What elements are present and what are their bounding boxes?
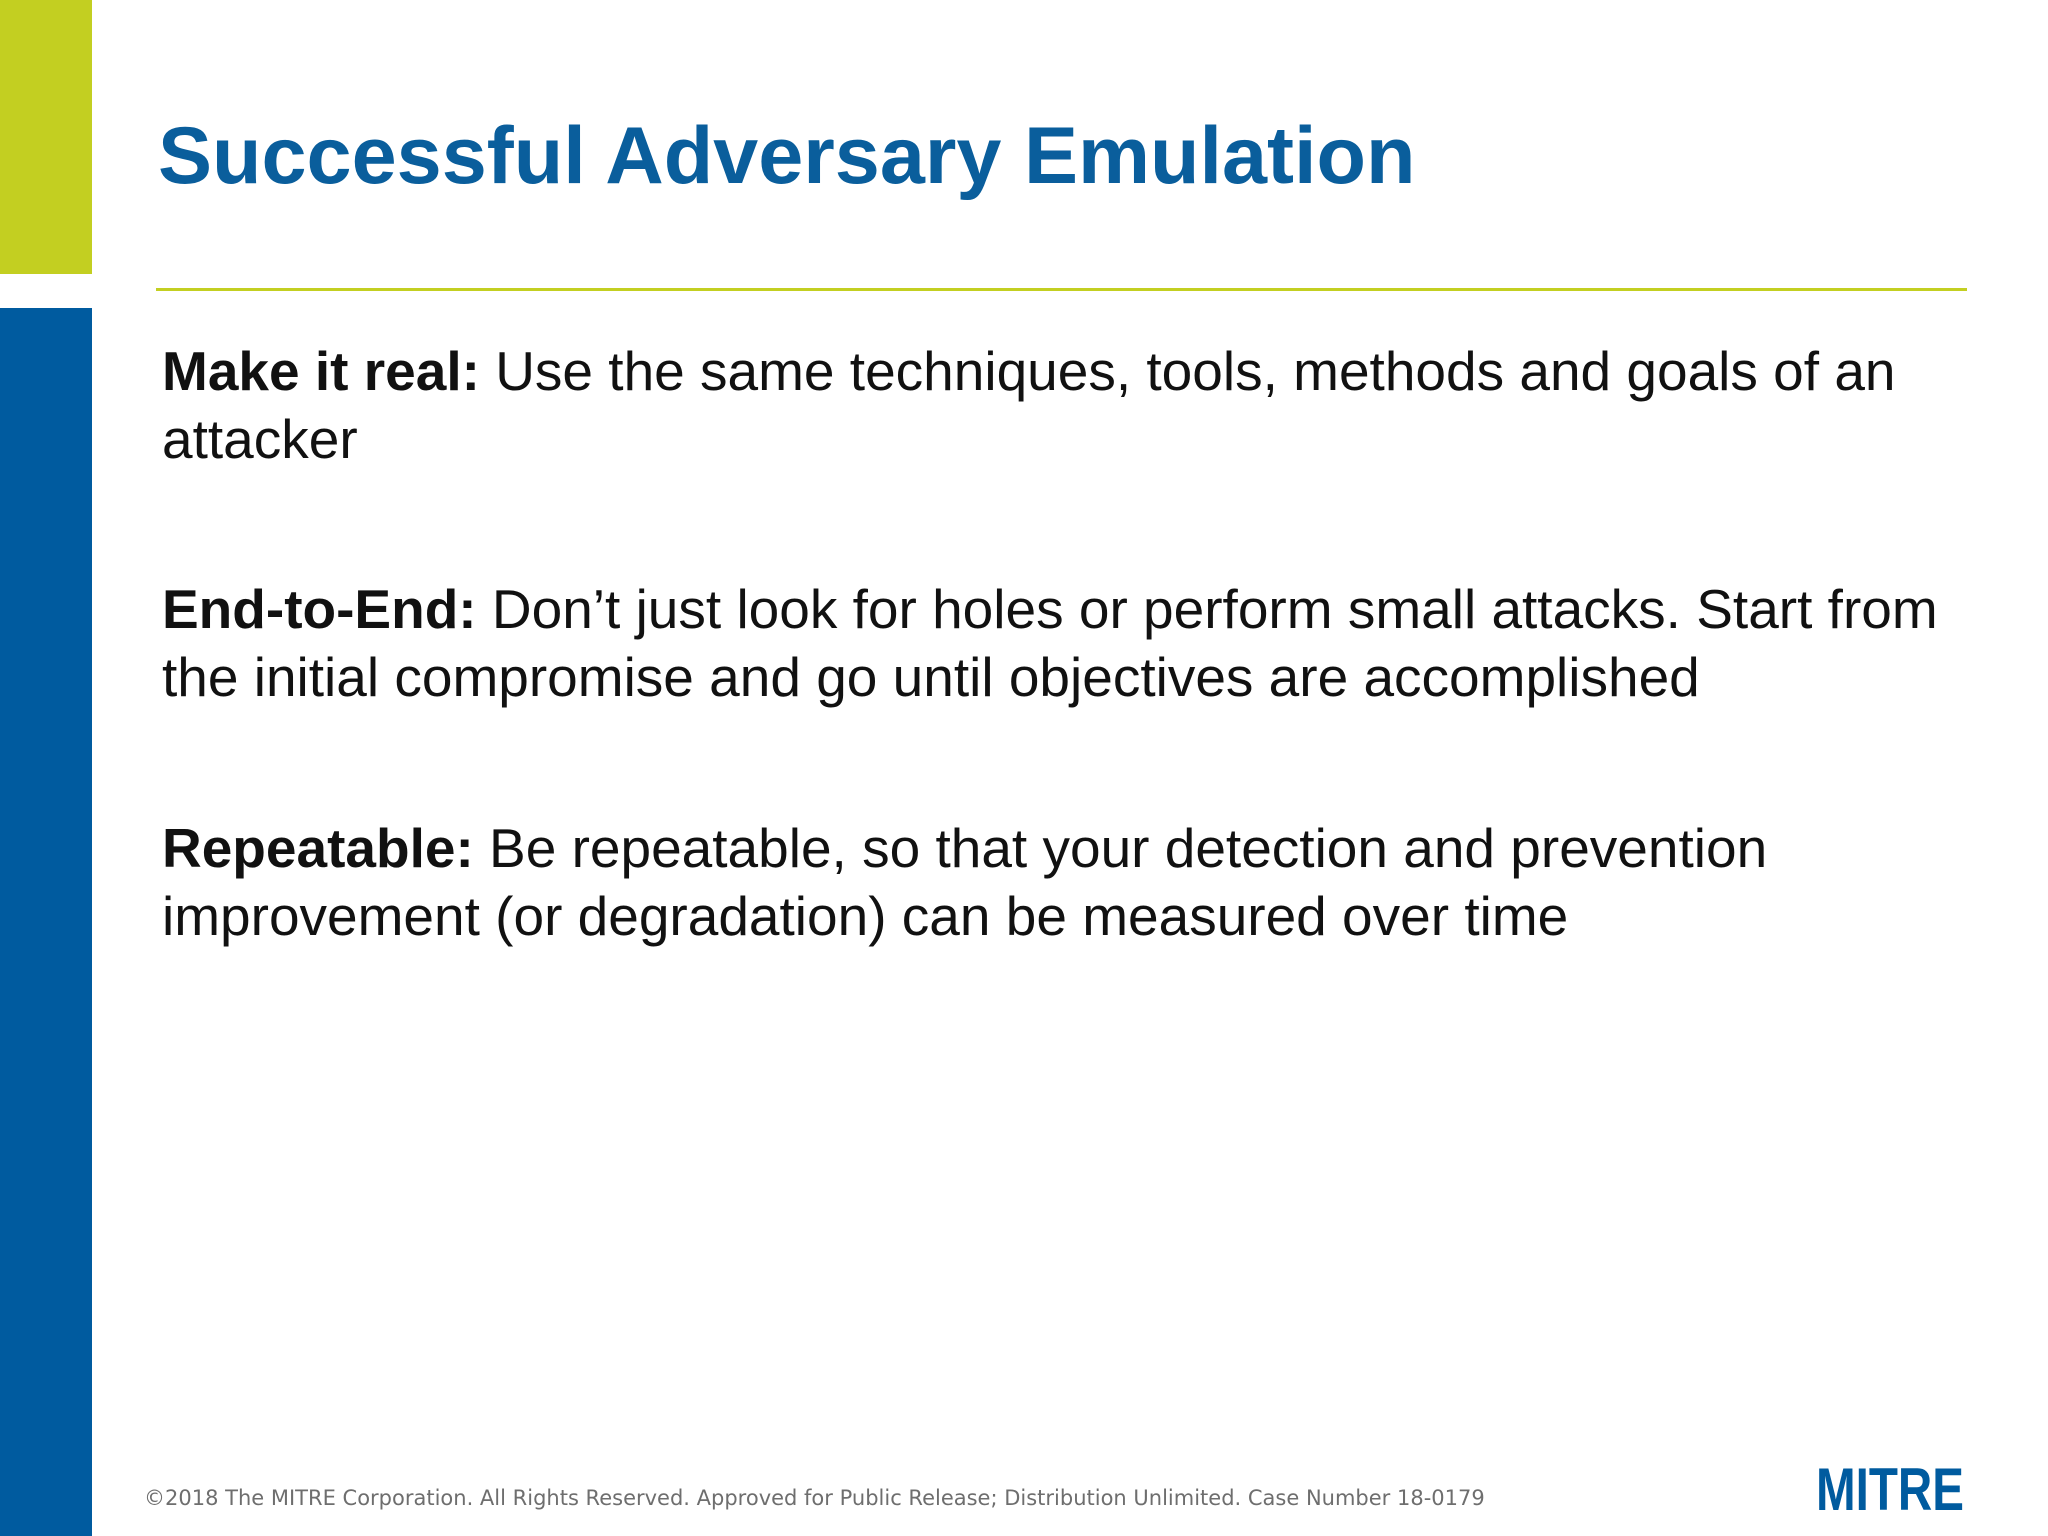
point-term: Make it real: xyxy=(162,340,480,402)
accent-bar-blue xyxy=(0,308,92,1536)
point-text: Don’t just look for holes or perform small attacks. Start from the initial compromise and go until objectives are accomplished xyxy=(162,578,1938,708)
point-make-it-real xyxy=(162,337,1942,473)
point-text: Use the same techniques, tools, methods and goals of an attacker xyxy=(162,340,1896,470)
title-divider xyxy=(156,288,1967,291)
point-text: Be repeatable, so that your detection and prevention improvement (or degradation) can be measured over time xyxy=(162,817,1768,947)
accent-bar-green xyxy=(0,0,92,274)
footer-copyright: ©2018 The MITRE Corporation. All Rights Reserved. Approved for Public Release; Distribution Unlimited. Case Number 18-0179 xyxy=(144,1486,1485,1510)
logo-text: MITRE xyxy=(1816,1456,1964,1523)
point-term: End-to-End: xyxy=(162,578,477,640)
mitre-logo-icon xyxy=(1814,1456,1966,1523)
point-end-to-end xyxy=(162,575,1942,711)
point-term: Repeatable: xyxy=(162,817,474,879)
slide-title: Successful Adversary Emulation xyxy=(158,111,1416,201)
point-repeatable xyxy=(162,814,1942,950)
